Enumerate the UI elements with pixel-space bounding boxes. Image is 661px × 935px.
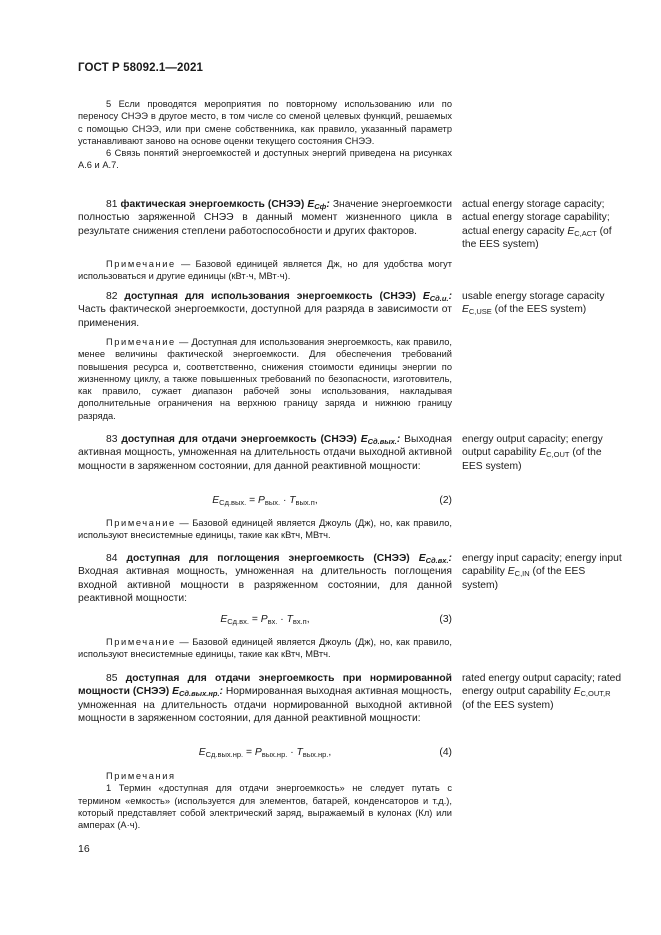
term-83-symbol: $E_{Сд.вых.}$: <box>360 434 401 446</box>
formula-4-number: (4) <box>439 747 452 758</box>
term-84-note: Примечание — Базовой единицей является Джоуль (Дж), но, как правило, используют внесистемные единицы, такие как кВтч, МВтч. <box>78 637 452 660</box>
term-81-english: actual energy storage capacity; actual energy storage capability; actual energy capacity $E_{C,ACT}$ (of the EES system) <box>462 199 612 251</box>
term-82-english: usable energy storage capacity $E_{C,USE}$ (of the EES system) <box>462 291 605 317</box>
term-82-note: Примечание — Доступная для использования энергоемкость, как правило, менее величины фактической энергоемкости. Для обеспечения требований повышения ресурса и, соответственно, снижения стоимости единицы энергии по жизненному циклу, а также повышенных требований по безопасности, изготовитель, как правило, сужает диапазон рабочей зоны использования, накладывая дополнительные ограничения на верхнюю границу заряда и нижнюю границу разряда. <box>78 337 452 421</box>
term-84 <box>78 552 452 606</box>
term-81-symbol: $E_{Сф}$: <box>307 199 330 211</box>
term-85-note-1: 1 Термин «доступная для отдачи энергоемкость» не следует путать с термином «емкость» (используется для элементов, батарей, конденсаторов и т.д.), который представляет собой электрический заряд, выражаемый в кулонах (Кл) или амперах (А·ч). <box>78 783 452 831</box>
term-82-definition: Часть фактической энергоемкости, доступной для разряда в зависимости от применения. <box>78 304 452 329</box>
formula-2-number: (2) <box>439 495 452 506</box>
term-83-text: 83 доступная для отдачи энергоемкость (СНЭЭ) $E_{Сд.вых.}$: Выходная активная мощность, умноженная на длительность отдачи выходной активной мощности в заряженном состоянии, для данной реактивной мощности: <box>78 434 452 472</box>
term-84-name: доступная для поглощения энергоемкость (СНЭЭ) <box>126 553 410 564</box>
term-84-symbol: $E_{Сд.вх.}$: <box>418 553 452 565</box>
term-82 <box>78 290 452 330</box>
term-81-note: Примечание — Базовой единицей является Дж, но для удобства могут использоваться и другие единицы (кВт·ч, МВт·ч). <box>78 259 452 282</box>
term-84-english: energy input capacity; energy input capability $E_{C,IN}$ (of the EES system) <box>462 553 622 591</box>
term-81-text: 81 фактическая энергоемкость (СНЭЭ) $E_{Сф}$: Значение энергоемкости полностью заряженной СНЭЭ в данный момент жизненного цикла в результате снижения степлени работоспособности и других факторов. <box>78 199 452 237</box>
formula-3-number: (3) <box>439 614 452 625</box>
page-number: 16 <box>78 843 90 855</box>
page-header: ГОСТ Р 58092.1—2021 <box>78 62 203 74</box>
term-85 <box>78 672 452 726</box>
intro-note-6: 6 Связь понятий энергоемкостей и доступных энергий приведена на рисунках А.6 и А.7. <box>78 148 452 171</box>
intro-note-5: 5 Если проводятся мероприятия по повторному использованию или по переносу СНЭЭ в другое место, в том числе со сменой целевых функций, решаемых с помощью СНЭЭ, или при смене собственника, как правило, указанный параметр устанавливают заново на основе оценки текущего состояния СНЭЭ. <box>78 99 452 146</box>
term-82-text: 82 доступная для использования энергоемкость (СНЭЭ) $E_{Сд.и.}$: Часть фактической энергоемкости, доступной для разряда в зависимости от применения. <box>78 291 452 329</box>
term-85-symbol: $E_{Сд.вых.нр.}$: <box>172 686 223 699</box>
term-81-name: фактическая энергоемкость (СНЭЭ) <box>120 199 305 210</box>
term-85-name: доступная для отдачи энергоемкость при нормированной мощности (СНЭЭ) <box>78 673 452 698</box>
term-83-name: доступная для отдачи энергоемкость (СНЭЭ) <box>121 434 357 445</box>
intro-notes <box>78 98 452 172</box>
term-84-definition: Входная активная мощность, умноженная на длительность поглощения входной активной мощности в разряженном состоянии, для данной реактивной мощности: <box>78 566 452 605</box>
term-81 <box>78 198 452 238</box>
term-81-definition: Значение энергоемкости полностью заряженной СНЭЭ в данный момент жизненного цикла в результате снижения степлени работоспособности и других факторов. <box>78 199 452 237</box>
term-85-text: 85 доступная для отдачи энергоемкость при нормированной мощности (СНЭЭ) $E_{Сд.вых.нр.}$: Нормированная выходная активная мощность, умноженная на длительность отдачи нормированной выходной активной мощности в заряженном состоянии, для данной реактивной мощности: <box>78 673 452 725</box>
term-83-english: energy output capacity; energy output capability $E_{C,OUT}$ (of the EES system) <box>462 434 603 472</box>
term-84-text: 84 доступная для поглощения энергоемкость (СНЭЭ) $E_{Сд.вх.}$: Входная активная мощность, умноженная на длительность поглощения входной активной мощности в разряженном состоянии, для данной реактивной мощности: <box>78 553 452 605</box>
term-85-definition: Нормированная выходная активная мощность, умноженная на длительность отдачи нормированной выходной активной мощности в заряженном состоянии, для данной реактивной мощности: <box>78 686 452 725</box>
term-85-english: rated energy output capacity; rated energy output capability $E_{C,OUT,R}$ (of the EES system) <box>462 673 622 711</box>
term-83-note: Примечание — Базовой единицей является Джоуль (Дж), но, как правило, используют внесистемные единицы, такие как кВтч, МВтч. <box>78 518 452 541</box>
term-85-notes: Примечания 1 Термин «доступная для отдачи энергоемкость» не следует путать с термином «емкость» (используется для элементов, батарей, конденсаторов и т.д.), который представляет собой электрический заряд, выражаемый в кулонах (Кл) или амперах (А·ч). <box>78 771 452 831</box>
term-82-symbol: $E_{Сд.и.}$: <box>422 291 452 303</box>
term-82-name: доступная для использования энергоемкость (СНЭЭ) <box>124 291 416 302</box>
term-83 <box>78 433 452 473</box>
term-83-definition: Выходная активная мощность, умноженная на длительность отдачи выходной активной мощности в заряженном состоянии, для данной реактивной мощности: <box>78 434 452 472</box>
